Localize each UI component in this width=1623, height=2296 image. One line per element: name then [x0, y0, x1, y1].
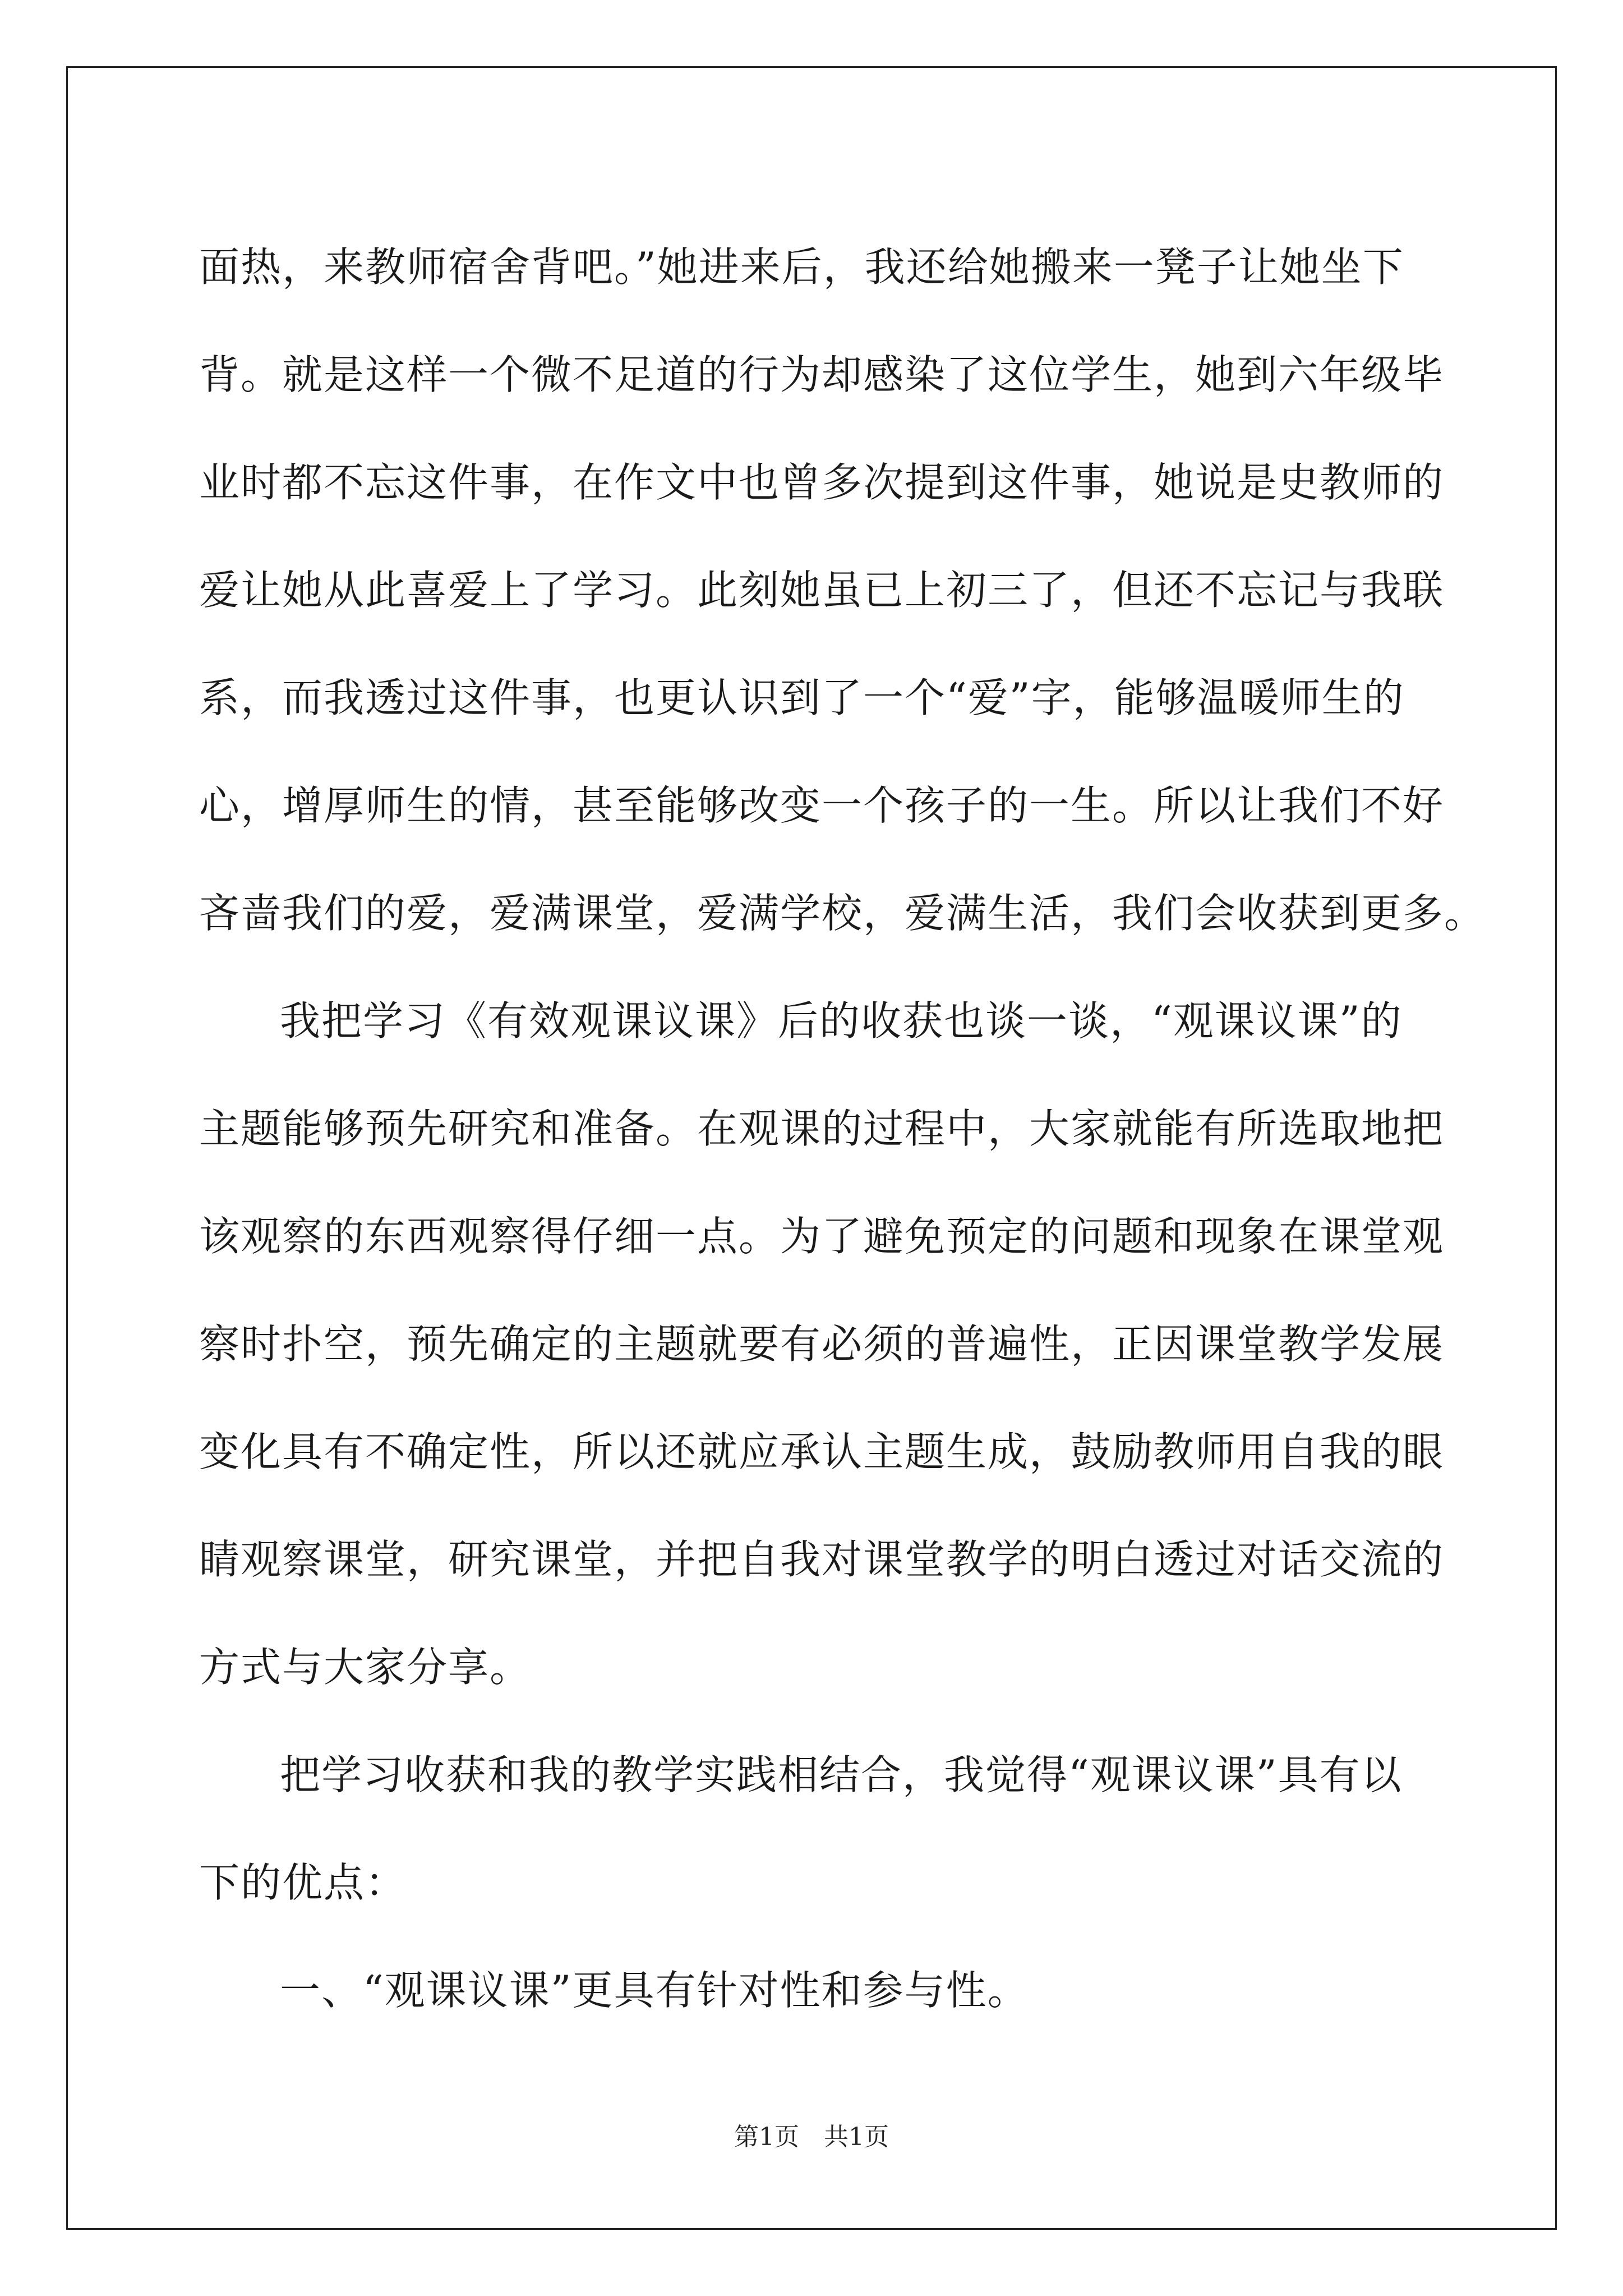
text-line-16: 下的优点：: [199, 1859, 407, 1906]
text-line-5: 系，而我透过这件事，也更认识到了一个“爱”字，能够温暖师生的: [199, 674, 1405, 721]
text-line-15: 把学习收获和我的教学实践相结合，我觉得“观课议课”具有以: [280, 1751, 1403, 1798]
text-line-12: 变化具有不确定性，所以还就应承认主题生成，鼓励教师用自我的眼: [199, 1428, 1445, 1475]
text-line-8: 我把学习《有效观课议课》后的收获也谈一谈，“观课议课”的: [280, 997, 1403, 1045]
text-line-11: 察时扑空，预先确定的主题就要有必须的普遍性，正因课堂教学发展: [199, 1320, 1445, 1368]
text-line-3: 业时都不忘这件事，在作文中也曾多次提到这件事，她说是史教师的: [199, 459, 1445, 506]
text-line-17: 一、“观课议课”更具有针对性和参与性。: [280, 1967, 1029, 2014]
text-line-10: 该观察的东西观察得仔细一点。为了避免预定的问题和现象在课堂观: [199, 1213, 1445, 1260]
text-line-6: 心，增厚师生的情，甚至能够改变一个孩子的一生。所以让我们不好: [199, 782, 1445, 829]
document-body: [199, 213, 1486, 2044]
page-number-footer: 第1页 共1页: [734, 2123, 889, 2151]
text-line-4: 爱让她从此喜爱上了学习。此刻她虽已上初三了，但还不忘记与我联: [199, 567, 1445, 614]
text-line-7: 吝啬我们的爱，爱满课堂，爱满学校，爱满生活，我们会收获到更多。: [199, 890, 1486, 937]
text-line-9: 主题能够预先研究和准备。在观课的过程中，大家就能有所选取地把: [199, 1105, 1445, 1152]
text-line-14: 方式与大家分享。: [199, 1644, 532, 1691]
text-line-13: 睛观察课堂，研究课堂，并把自我对课堂教学的明白透过对话交流的: [199, 1536, 1445, 1583]
text-line-1: 面热，来教师宿舍背吧。”她进来后，我还给她搬来一凳子让她坐下: [199, 243, 1404, 291]
text-line-2: 背。就是这样一个微不足道的行为却感染了这位学生，她到六年级毕: [199, 351, 1445, 398]
